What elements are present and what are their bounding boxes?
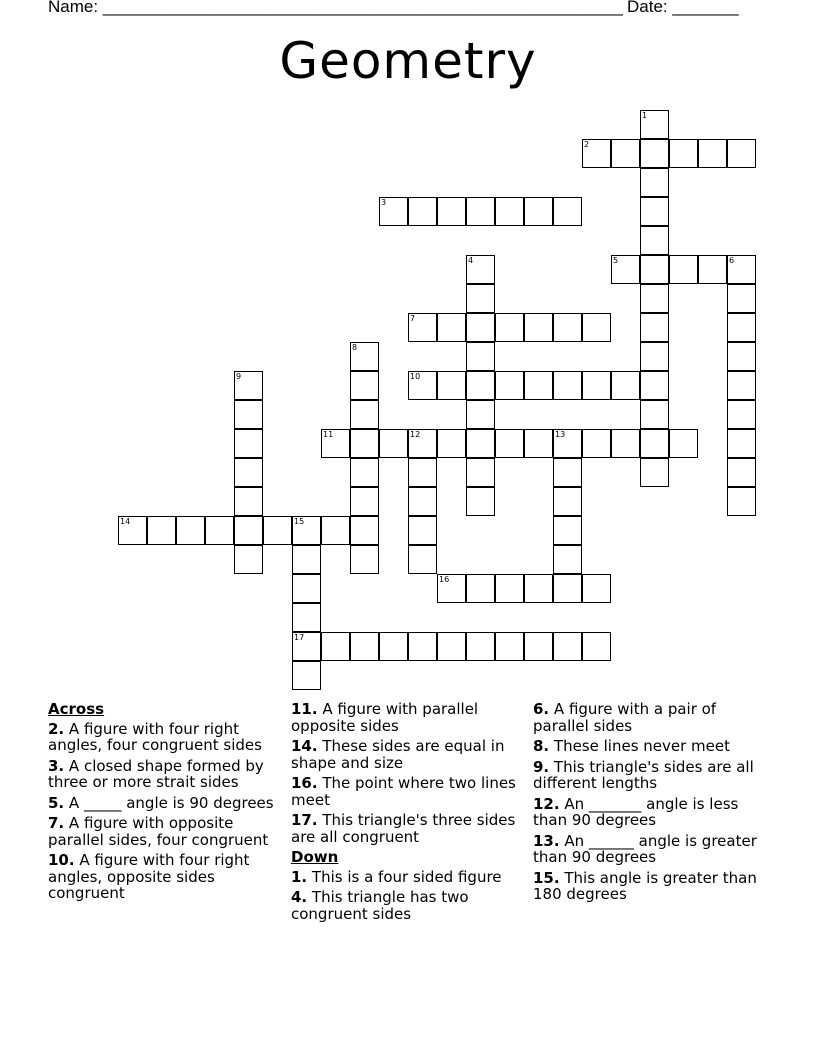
crossword-cell[interactable] [205,516,234,545]
crossword-cell[interactable] [350,342,379,371]
crossword-cell[interactable] [640,168,669,197]
crossword-cell[interactable] [234,400,263,429]
crossword-cell[interactable] [118,516,147,545]
crossword-cell[interactable] [495,371,524,400]
crossword-cell[interactable] [466,284,495,313]
crossword-cell[interactable] [234,545,263,574]
crossword-cell[interactable] [292,661,321,690]
crossword-cell[interactable] [495,574,524,603]
crossword-cell[interactable] [727,371,756,400]
cell-number: 17 [294,633,305,642]
crossword-cell[interactable] [466,574,495,603]
crossword-cell[interactable] [292,632,321,661]
clue-down-4: 4. This triangle has two congruent sides [291,888,469,923]
crossword-cell[interactable] [727,284,756,313]
crossword-cell[interactable] [408,371,437,400]
crossword-cell[interactable] [234,371,263,400]
crossword-cell[interactable] [495,197,524,226]
crossword-cell[interactable] [640,284,669,313]
crossword-cell[interactable] [727,458,756,487]
down-heading: Down [291,848,339,866]
crossword-cell[interactable] [669,139,698,168]
crossword-cell[interactable] [437,197,466,226]
crossword-cell[interactable] [553,632,582,661]
crossword-cell[interactable] [582,371,611,400]
crossword-cell[interactable] [524,313,553,342]
crossword-cell[interactable] [292,603,321,632]
clue-down-1: 1. This is a four sided figure [291,867,502,886]
crossword-cell[interactable] [466,342,495,371]
clue-across-2: 2. A figure with four right angles, four congruent sides [48,719,262,754]
clue-across-7: 7. A figure with opposite parallel sides, four congruent [48,814,269,849]
crossword-cell[interactable] [408,458,437,487]
crossword-cell[interactable] [379,632,408,661]
crossword-cell[interactable] [466,458,495,487]
crossword-cell[interactable] [640,255,669,284]
crossword-cell[interactable] [350,400,379,429]
cell-number: 12 [410,430,421,439]
crossword-cell[interactable] [669,255,698,284]
crossword-cell[interactable] [466,400,495,429]
crossword-cell[interactable] [611,139,640,168]
cell-number: 2 [584,140,590,149]
crossword-cell[interactable] [234,516,263,545]
crossword-cell[interactable] [553,545,582,574]
crossword-cell[interactable] [640,371,669,400]
clue-across-17: 17. This triangle's three sides are all congruent [291,811,516,846]
crossword-cell[interactable] [379,197,408,226]
crossword-cell[interactable] [669,429,698,458]
crossword-cell[interactable] [292,574,321,603]
cell-number: 16 [439,575,450,584]
crossword-cell[interactable] [321,516,350,545]
crossword-cell[interactable] [408,516,437,545]
crossword-cell[interactable] [582,139,611,168]
crossword-cell[interactable] [437,632,466,661]
clue-across-11: 11. A figure with parallel opposite sides [291,700,479,735]
crossword-cell[interactable] [553,313,582,342]
crossword-cell[interactable] [727,429,756,458]
crossword-cell[interactable] [234,487,263,516]
crossword-cell[interactable] [408,632,437,661]
crossword-cell[interactable] [640,429,669,458]
crossword-cell[interactable] [727,487,756,516]
clue-down-12: 12. An _______ angle is less than 90 degrees [533,794,739,829]
crossword-cell[interactable] [466,255,495,284]
crossword-cell[interactable] [350,429,379,458]
crossword-cell[interactable] [292,545,321,574]
crossword-cell[interactable] [640,400,669,429]
clue-column-1 [48,701,280,906]
crossword-cell[interactable] [727,255,756,284]
crossword-cell[interactable] [640,226,669,255]
crossword-cell[interactable] [611,255,640,284]
clue-across-5: 5. A _____ angle is 90 degrees [48,793,274,812]
crossword-cell[interactable] [553,458,582,487]
crossword-cell[interactable] [727,342,756,371]
clue-across-10: 10. A figure with four right angles, opposite sides congruent [48,851,250,902]
cell-number: 1 [642,111,648,120]
crossword-cell[interactable] [640,197,669,226]
crossword-cell[interactable] [408,197,437,226]
crossword-cell[interactable] [524,197,553,226]
cell-number: 13 [555,430,566,439]
clue-down-6: 6. A figure with a pair of parallel sides [533,700,717,735]
crossword-cell[interactable] [611,429,640,458]
cell-number: 10 [410,372,421,381]
crossword-cell[interactable] [495,632,524,661]
cell-number: 7 [410,314,416,323]
crossword-cell[interactable] [524,632,553,661]
date-field[interactable]: Date: _______ [627,0,739,16]
across-heading: Across [48,700,105,718]
crossword-cell[interactable] [466,487,495,516]
crossword-cell[interactable] [292,516,321,545]
crossword-cell[interactable] [147,516,176,545]
crossword-cell[interactable] [379,429,408,458]
crossword-cell[interactable] [553,429,582,458]
page-title: Geometry [279,32,537,90]
clue-down-15: 15. This angle is greater than 180 degrees [533,868,757,903]
crossword-cell[interactable] [698,255,727,284]
clue-column-2 [291,701,523,926]
crossword-cell[interactable] [437,313,466,342]
crossword-cell[interactable] [640,458,669,487]
crossword-cell[interactable] [466,429,495,458]
crossword-cell[interactable] [321,429,350,458]
crossword-cell[interactable] [350,371,379,400]
crossword-cell[interactable] [582,429,611,458]
crossword-cell[interactable] [582,632,611,661]
crossword-cell[interactable] [234,429,263,458]
crossword-cell[interactable] [350,632,379,661]
crossword-cell[interactable] [640,110,669,139]
clue-column-3 [533,701,773,907]
crossword-cell[interactable] [524,574,553,603]
crossword-cell[interactable] [437,574,466,603]
crossword-cell[interactable] [437,429,466,458]
cell-number: 5 [613,256,619,265]
crossword-cell[interactable] [321,632,350,661]
crossword-cell[interactable] [350,516,379,545]
crossword-cell[interactable] [553,371,582,400]
crossword-cell[interactable] [553,487,582,516]
clue-across-16: 16. The point where two lines meet [291,774,516,809]
clue-down-9: 9. This triangle's sides are all different lengths [533,757,754,792]
crossword-cell[interactable] [524,429,553,458]
cell-number: 15 [294,517,305,526]
clue-down-8: 8. These lines never meet [533,737,731,755]
crossword-cell[interactable] [727,139,756,168]
crossword-cell[interactable] [466,371,495,400]
crossword-cell[interactable] [727,400,756,429]
crossword-cell[interactable] [553,197,582,226]
crossword-cell[interactable] [582,313,611,342]
cell-number: 3 [381,198,387,207]
crossword-cell[interactable] [640,313,669,342]
crossword-cell[interactable] [176,516,205,545]
crossword-cell[interactable] [350,487,379,516]
crossword-cell[interactable] [524,371,553,400]
crossword-cell[interactable] [466,197,495,226]
cell-number: 14 [120,517,131,526]
crossword-cell[interactable] [408,313,437,342]
clue-across-14: 14. These sides are equal in shape and size [291,737,505,772]
crossword-cell[interactable] [350,458,379,487]
crossword-cell[interactable] [408,429,437,458]
crossword-cell[interactable] [611,371,640,400]
crossword-cell[interactable] [466,632,495,661]
cell-number: 8 [352,343,358,352]
crossword-cell[interactable] [553,574,582,603]
crossword-cell[interactable] [495,313,524,342]
crossword-cell[interactable] [698,139,727,168]
crossword-cell[interactable] [727,313,756,342]
crossword-cell[interactable] [640,342,669,371]
crossword-cell[interactable] [263,516,292,545]
name-field[interactable]: Name: _______________________________________________________ [48,0,623,16]
cell-number: 11 [323,430,334,439]
crossword-cell[interactable] [234,458,263,487]
crossword-cell[interactable] [408,545,437,574]
cell-number: 4 [468,256,474,265]
crossword-cell[interactable] [640,139,669,168]
crossword-cell[interactable] [466,313,495,342]
clue-across-3: 3. A closed shape formed by three or more strait sides [48,756,264,791]
crossword-cell[interactable] [553,516,582,545]
crossword-cell[interactable] [437,371,466,400]
crossword-cell[interactable] [495,429,524,458]
crossword-cell[interactable] [350,545,379,574]
crossword-cell[interactable] [408,487,437,516]
crossword-cell[interactable] [582,574,611,603]
cell-number: 9 [236,372,242,381]
clue-down-13: 13. An ______ angle is greater than 90 degrees [533,831,757,866]
cell-number: 6 [729,256,735,265]
